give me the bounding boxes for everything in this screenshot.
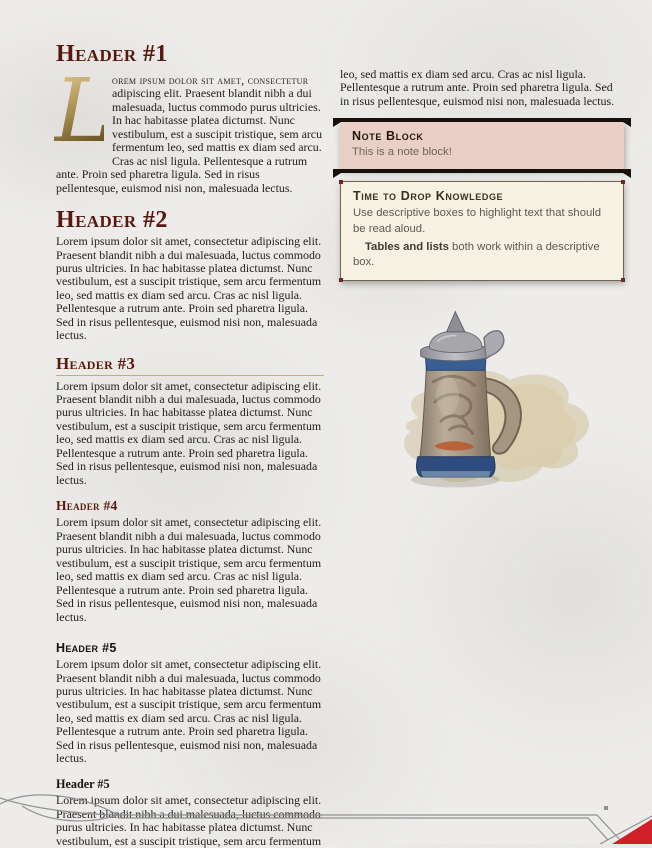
header-3: Header #3 bbox=[56, 355, 324, 376]
footer-dot bbox=[604, 806, 608, 810]
paragraph: Lorem ipsum dolor sit amet, consectetur adipiscing elit. Praesent blandit nibh a dui malesuada, luctus commodo purus ultricies. In hac habitasse platea dictumst. Nunc vestibulum, est a suscipit tristique, sem arcu fermentum leo, sed mattis ex diam sed arcu. Cras ac nisl ligula. Pellentesque a rutrum ante. Proin sed pharetra ligula. Sed in risus pellentesque, euismod nisi non, malesuada lectus. bbox=[56, 515, 322, 624]
corner-dot bbox=[621, 278, 625, 282]
header-2: Header #2 bbox=[56, 207, 168, 234]
left-column bbox=[56, 42, 324, 848]
header-5-bold: Header #5 bbox=[56, 776, 110, 791]
header-5: Header #5 bbox=[56, 640, 117, 655]
note-border-tip bbox=[333, 173, 341, 178]
note-border-top bbox=[333, 118, 631, 122]
descriptive-box-body: Use descriptive boxes to highlight text that should be read aloud. bbox=[353, 207, 602, 235]
footer-leaf-curve bbox=[0, 795, 118, 815]
corner-dot bbox=[621, 180, 625, 184]
note-border-bottom bbox=[333, 169, 631, 173]
header-1: Header #1 bbox=[56, 41, 168, 67]
corner-dot bbox=[339, 180, 343, 184]
drop-cap-paragraph bbox=[54, 59, 324, 195]
footer-flourish bbox=[0, 794, 652, 844]
note-block-title: Note Block bbox=[352, 129, 424, 144]
drop-cap-letter: L bbox=[54, 59, 113, 162]
bold-rest: both work within a descriptive box. bbox=[353, 240, 600, 269]
paragraph: Lorem ipsum dolor sit amet, consectetur adipiscing elit. Praesent blandit nibh a dui malesuada, luctus commodo purus ultricies. In hac habitasse platea dictumst. Nunc vestibulum, est a suscipit tristique, sem arcu fermentum leo, sed mattis ex diam sed arcu. Cras ac nisl ligula. Pellentesque a rutrum ante. Proin sed pharetra ligula. Sed in risus pellentesque, euismod nisi non, malesuada lectus. bbox=[56, 378, 322, 487]
lead-small-caps-text: orem ipsum dolor sit amet, consectetur bbox=[112, 73, 309, 87]
beer-stein-image bbox=[366, 305, 606, 497]
header-4: Header #4 bbox=[56, 498, 118, 514]
note-border-tip bbox=[623, 122, 631, 127]
paragraph-text: adipiscing elit. Praesent blandit nibh a dui malesuada, luctus commodo purus ultricies. In hac habitasse platea dictumst. Nunc vestibulum, est a suscipit tristique, sem arcu fermentum leo, sed mattis ex diam sed arcu. Cras ac nisl ligula. Pellentesque a rutrum ante. Proin sed pharetra ligula. Sed in risus pellentesque, euismod nisi non, malesuada lectus. bbox=[56, 86, 323, 195]
note-block-body: This is a note block! bbox=[352, 146, 452, 159]
corner-dot bbox=[339, 278, 343, 282]
note-border-tip bbox=[623, 173, 631, 178]
note-border-tip bbox=[333, 122, 341, 127]
paragraph-partial: Lorem ipsum dolor sit amet, consectetur adipiscing elit. Praesent blandit nibh a dui malesuada, luctus commodo purus ultricies. In hac habitasse platea dictumst. Nunc vestibulum, est a suscipit tristique, sem arcu fermentum bbox=[56, 793, 322, 848]
paragraph: Lorem ipsum dolor sit amet, consectetur adipiscing elit. Praesent blandit nibh a dui malesuada, luctus commodo purus ultricies. In hac habitasse platea dictumst. Nunc vestibulum, est a suscipit tristique, sem arcu fermentum leo, sed mattis ex diam sed arcu. Cras ac nisl ligula. Pellentesque a rutrum ante. Proin sed pharetra ligula. Sed in risus pellentesque, euismod nisi non, malesuada lectus. bbox=[56, 234, 322, 343]
bold-lead: Tables and lists bbox=[365, 240, 449, 253]
paragraph: Lorem ipsum dolor sit amet, consectetur adipiscing elit. Praesent blandit nibh a dui malesuada, luctus commodo purus ultricies. In hac habitasse platea dictumst. Nunc vestibulum, est a suscipit tristique, sem arcu fermentum leo, sed mattis ex diam sed arcu. Cras ac nisl ligula. Pellentesque a rutrum ante. Proin sed pharetra ligula. Sed in risus pellentesque, euismod nisi non, malesuada lectus. bbox=[56, 657, 322, 766]
page-corner-triangle bbox=[612, 819, 652, 844]
paragraph-continuation: leo, sed mattis ex diam sed arcu. Cras ac nisl ligula. Pellentesque a rutrum ante. Proin sed pharetra ligula. Sed in risus pellentesque, euismod nisi non, malesuada lectus. bbox=[340, 67, 615, 108]
descriptive-box bbox=[340, 181, 624, 281]
descriptive-box-title: Time to Drop Knowledge bbox=[353, 189, 504, 204]
descriptive-box-body-2 bbox=[353, 240, 611, 272]
note-block bbox=[340, 122, 624, 169]
right-column bbox=[340, 42, 624, 848]
